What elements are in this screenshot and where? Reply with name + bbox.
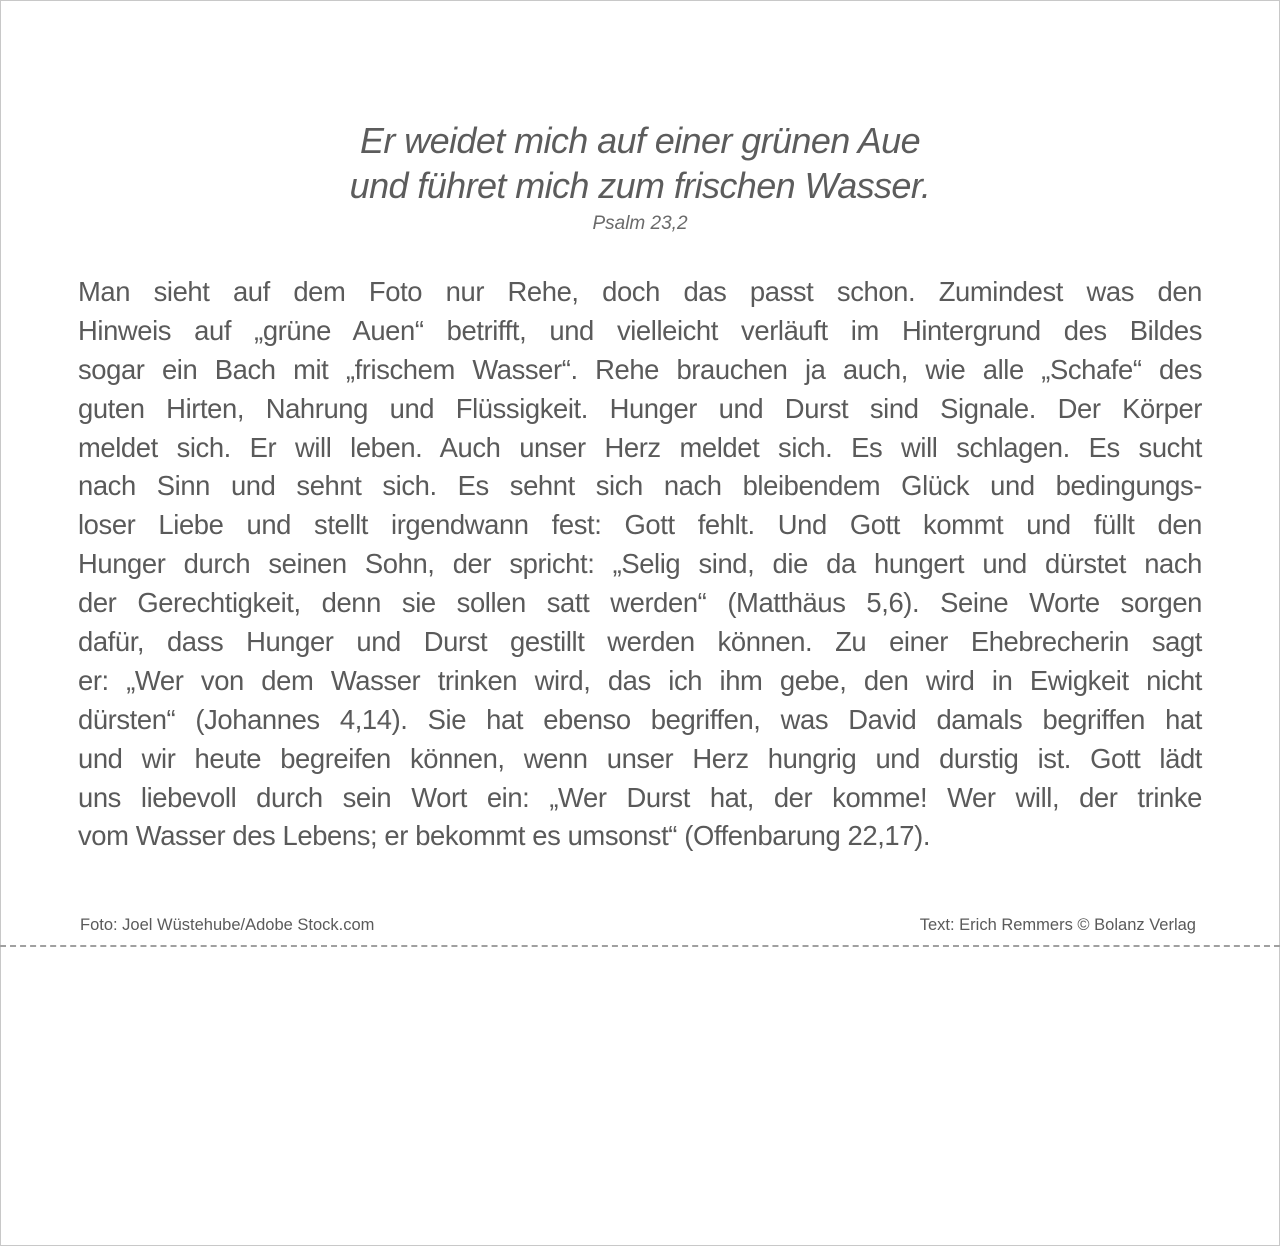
perforation-line (0, 945, 1280, 947)
body-line: nach Sinn und sehnt sich. Es sehnt sich nach bleibendem Glück und bedingungs- (78, 470, 1202, 502)
text-credit: Text: Erich Remmers © Bolanz Verlag (919, 916, 1196, 934)
devotional-text (78, 273, 1202, 856)
body-line: sogar ein Bach mit „frischem Wasser“. Rehe brauchen ja auch, wie alle „Schafe“ des (78, 353, 1202, 385)
body-line: meldet sich. Er will leben. Auch unser Herz meldet sich. Es will schlagen. Es sucht (78, 431, 1202, 463)
body-line: dafür, dass Hunger und Durst gestillt werden können. Zu einer Ehebrecherin sagt (78, 626, 1202, 658)
quote-line-2: und führet mich zum frischen Wasser. (349, 165, 931, 206)
body-line: dürsten“ (Johannes 4,14). Sie hat ebenso begriffen, was David damals begriffen hat (78, 703, 1202, 735)
body-line: uns liebevoll durch sein Wort ein: „Wer Durst hat, der komme! Wer will, der trinke (78, 781, 1202, 813)
body-line: vom Wasser des Lebens; er bekommt es umsonst“ (Offenbarung 22,17). (78, 820, 931, 852)
quote-reference: Psalm 23,2 (592, 213, 688, 234)
bible-quote (0, 118, 1280, 237)
body-line: Man sieht auf dem Foto nur Rehe, doch das passt schon. Zumindest was den (78, 276, 1202, 307)
quote-line-1: Er weidet mich auf einer grünen Aue (360, 120, 920, 161)
body-line: und wir heute begreifen können, wenn unser Herz hungrig und durstig ist. Gott lädt (78, 742, 1202, 774)
photo-credit: Foto: Joel Wüstehube/Adobe Stock.com (80, 916, 375, 934)
body-line: loser Liebe und stellt irgendwann fest: Gott fehlt. Und Gott kommt und füllt den (78, 509, 1202, 541)
body-line: der Gerechtigkeit, denn sie sollen satt werden“ (Matthäus 5,6). Seine Worte sorgen (78, 587, 1202, 619)
body-line: guten Hirten, Nahrung und Flüssigkeit. Hunger und Durst sind Signale. Der Körper (78, 392, 1202, 424)
body-line: er: „Wer von dem Wasser trinken wird, das ich ihm gebe, den wird in Ewigkeit nicht (78, 664, 1202, 696)
body-line: Hinweis auf „grüne Auen“ betrifft, und vielleicht verläuft im Hintergrund des Bildes (78, 314, 1202, 346)
body-line: Hunger durch seinen Sohn, der spricht: „Selig sind, die da hungert und dürstet nach (78, 548, 1202, 580)
